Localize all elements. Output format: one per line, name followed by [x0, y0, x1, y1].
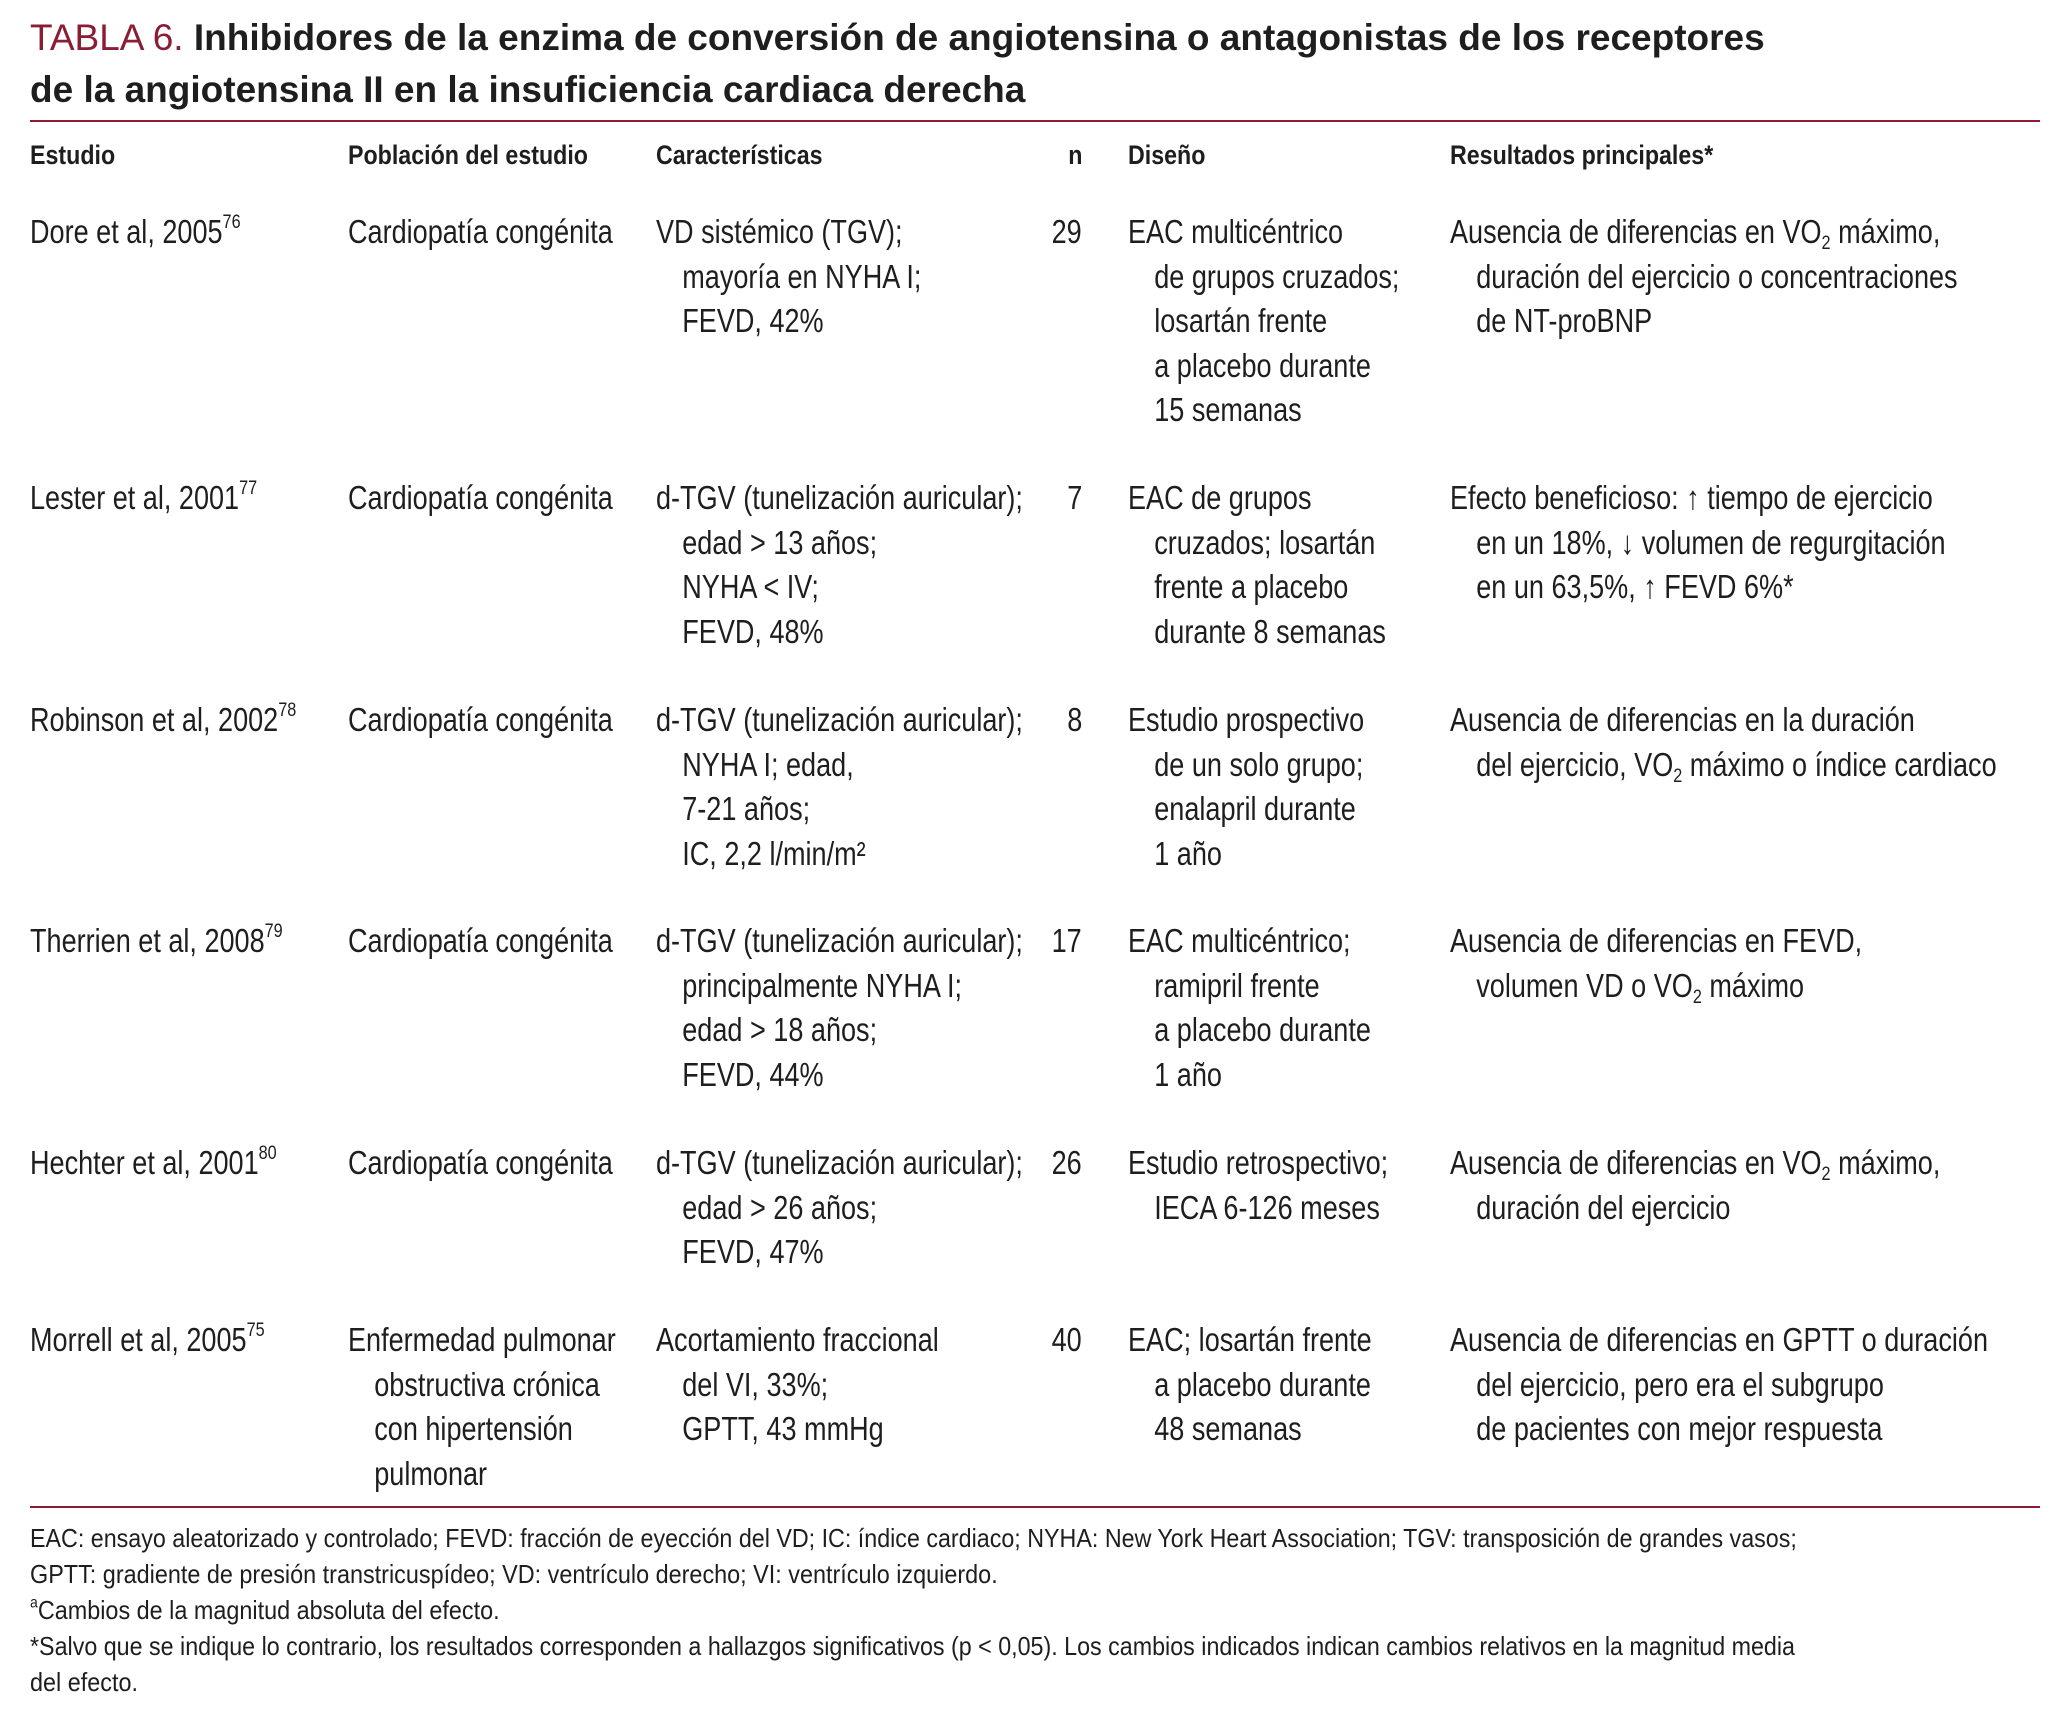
results-text: máximo	[1701, 966, 1805, 1004]
design-line: a placebo durante	[1154, 1365, 1371, 1403]
table-title	[30, 12, 2030, 116]
characteristics-line: d-TGV (tunelización auricular);	[656, 922, 1023, 959]
characteristics-line: principalmente NYHA I;	[682, 966, 962, 1004]
n-cell: 29	[1051, 213, 1082, 250]
study-name: Dore et al, 2005	[30, 213, 223, 250]
study-cell	[30, 210, 241, 255]
subscript: 2	[1821, 1162, 1831, 1185]
design-line: enalapril durante	[1154, 790, 1356, 827]
footnote-a-text: Cambios de la magnitud absoluta del efecto.	[37, 1595, 500, 1625]
characteristics-line: 7-21 años;	[682, 790, 811, 827]
results-text: máximo,	[1830, 1144, 1941, 1181]
population-line: Cardiopatía congénita	[348, 701, 613, 738]
results-line	[1450, 1407, 1988, 1452]
design-line: losartán frente	[1154, 302, 1328, 339]
study-reference: 75	[246, 1319, 265, 1342]
study-name: Robinson et al, 2002	[30, 701, 279, 738]
characteristics-cell	[656, 698, 1023, 876]
design-line: EAC multicéntrico	[1128, 213, 1344, 250]
results-cell	[1450, 1318, 1988, 1452]
results-text: Ausencia de diferencias en GPTT o duración	[1450, 1321, 1989, 1358]
results-text: duración del ejercicio	[1476, 1188, 1731, 1226]
footnote-a	[30, 1592, 1839, 1628]
characteristics-line: FEVD, 42%	[682, 302, 824, 339]
n-cell: 17	[1051, 922, 1082, 959]
results-text: Efecto beneficioso: ↑ tiempo de ejercicio	[1450, 479, 1933, 516]
population-line: Enfermedad pulmonar	[348, 1321, 616, 1358]
results-text: máximo,	[1830, 213, 1941, 250]
results-line	[1450, 255, 1958, 300]
results-line	[1450, 964, 1862, 1009]
footnote-star-1: *Salvo que se indique lo contrario, los resultados corresponden a hallazgos significativos (p < 0,05). Los cambios indicados indican cambios relativos en la magnitud media	[30, 1631, 1795, 1661]
characteristics-line: d-TGV (tunelización auricular);	[656, 701, 1023, 738]
results-line	[1450, 1141, 1940, 1186]
characteristics-line: Acortamiento fraccional	[656, 1321, 939, 1358]
header-design: Diseño	[1128, 140, 1206, 170]
design-line: 15 semanas	[1154, 391, 1302, 428]
results-text: de pacientes con mejor respuesta	[1476, 1410, 1883, 1447]
subscript: 2	[1673, 764, 1683, 787]
population-line: obstructiva crónica	[374, 1365, 600, 1403]
results-line	[1450, 743, 1997, 788]
characteristics-line: del VI, 33%;	[682, 1365, 829, 1403]
results-line	[1450, 299, 1958, 344]
characteristics-cell	[656, 919, 1023, 1097]
header-characteristics: Características	[656, 140, 823, 170]
n-cell: 26	[1051, 1144, 1082, 1181]
table-title-line1: Inhibidores de la enzima de conversión de angiotensina o antagonistas de los receptores	[193, 17, 1765, 58]
study-reference: 77	[239, 477, 258, 500]
study-cell	[30, 919, 283, 964]
characteristics-line: d-TGV (tunelización auricular);	[656, 1144, 1023, 1181]
results-line	[1450, 521, 1946, 566]
characteristics-cell	[656, 1141, 1023, 1275]
n-cell: 7	[1066, 479, 1082, 516]
design-cell	[1128, 1141, 1388, 1230]
n-cell: 40	[1051, 1321, 1082, 1358]
results-text: del ejercicio, pero era el subgrupo	[1476, 1365, 1884, 1403]
results-text: duración del ejercicio o concentraciones	[1476, 257, 1958, 295]
population-cell	[348, 1318, 616, 1496]
design-line: frente a placebo	[1154, 568, 1349, 605]
characteristics-line: FEVD, 47%	[682, 1233, 824, 1270]
results-text: Ausencia de diferencias en VO	[1450, 213, 1822, 250]
results-cell	[1450, 476, 1946, 610]
population-line: Cardiopatía congénita	[348, 1144, 613, 1181]
population-cell	[348, 698, 613, 743]
design-line: EAC de grupos	[1128, 479, 1312, 516]
results-text: en un 18%, ↓ volumen de regurgitación	[1476, 523, 1946, 561]
characteristics-line: IC, 2,2 l/min/m²	[682, 834, 866, 872]
design-line: Estudio retrospectivo;	[1128, 1144, 1389, 1181]
study-cell	[30, 1141, 277, 1186]
results-line	[1450, 565, 1946, 610]
design-cell	[1128, 698, 1364, 876]
design-cell	[1128, 1318, 1372, 1452]
population-cell	[348, 476, 613, 521]
characteristics-line: FEVD, 44%	[682, 1055, 824, 1093]
table-label: TABLA 6.	[30, 17, 184, 58]
results-line	[1450, 1363, 1988, 1408]
design-line: a placebo durante	[1154, 346, 1371, 384]
design-line: EAC multicéntrico;	[1128, 922, 1351, 959]
characteristics-line: FEVD, 48%	[682, 612, 824, 650]
results-cell	[1450, 919, 1862, 1008]
study-cell	[30, 1318, 265, 1363]
footnotes	[30, 1520, 2040, 1700]
study-cell	[30, 698, 296, 743]
results-text: del ejercicio, VO	[1476, 745, 1674, 783]
table-title-line2: de la angiotensina II en la insuficiencia cardiaca derecha	[30, 69, 1026, 110]
design-line: 1 año	[1154, 834, 1222, 872]
footnote-a-mark: a	[30, 1594, 38, 1612]
subscript: 2	[1692, 985, 1702, 1008]
characteristics-line: GPTT, 43 mmHg	[682, 1410, 884, 1447]
population-line: con hipertensión	[374, 1410, 573, 1447]
results-cell	[1450, 698, 1997, 787]
design-line: de un solo grupo;	[1154, 745, 1364, 783]
study-name: Morrell et al, 2005	[30, 1321, 247, 1358]
population-line: pulmonar	[374, 1454, 488, 1492]
study-name: Therrien et al, 2008	[30, 922, 265, 959]
results-line	[1450, 1318, 1988, 1363]
design-line: 1 año	[1154, 1055, 1222, 1093]
characteristics-line: VD sistémico (TGV);	[656, 213, 903, 250]
design-line: IECA 6-126 meses	[1154, 1188, 1380, 1226]
results-line	[1450, 919, 1862, 964]
design-line: ramipril frente	[1154, 966, 1320, 1004]
header-study: Estudio	[30, 140, 116, 170]
characteristics-line: edad > 18 años;	[682, 1011, 878, 1048]
population-cell	[348, 210, 613, 255]
study-reference: 80	[258, 1142, 277, 1165]
study-reference: 78	[278, 699, 297, 722]
results-line	[1450, 1186, 1940, 1231]
results-line	[1450, 476, 1946, 521]
characteristics-line: d-TGV (tunelización auricular);	[656, 479, 1023, 516]
design-cell	[1128, 476, 1386, 654]
design-line: Estudio prospectivo	[1128, 701, 1365, 738]
design-line: cruzados; losartán	[1154, 523, 1376, 561]
design-line: durante 8 semanas	[1154, 612, 1386, 650]
header-population: Población del estudio	[348, 140, 588, 170]
characteristics-line: mayoría en NYHA I;	[682, 257, 922, 295]
population-line: Cardiopatía congénita	[348, 922, 613, 959]
design-line: a placebo durante	[1154, 1011, 1371, 1048]
design-cell	[1128, 919, 1371, 1097]
results-cell	[1450, 210, 1958, 344]
results-text: Ausencia de diferencias en la duración	[1450, 701, 1915, 738]
design-cell	[1128, 210, 1399, 433]
characteristics-line: edad > 26 años;	[682, 1188, 878, 1226]
study-reference: 76	[222, 211, 241, 234]
population-cell	[348, 919, 613, 964]
characteristics-line: NYHA I; edad,	[682, 745, 854, 783]
results-cell	[1450, 1141, 1940, 1230]
subscript: 2	[1821, 231, 1831, 254]
population-line: Cardiopatía congénita	[348, 479, 613, 516]
n-cell: 8	[1066, 701, 1082, 738]
results-line	[1450, 210, 1958, 255]
design-line: de grupos cruzados;	[1154, 257, 1400, 295]
top-rule	[30, 120, 2040, 122]
design-line: EAC; losartán frente	[1128, 1321, 1372, 1358]
bottom-rule	[30, 1506, 2040, 1508]
header-n: n	[1067, 140, 1082, 170]
results-text: Ausencia de diferencias en FEVD,	[1450, 922, 1863, 959]
study-name: Hechter et al, 2001	[30, 1144, 259, 1181]
footnote-abbreviations-2: GPTT: gradiente de presión transtricuspídeo; VD: ventrículo derecho; VI: ventrículo izquierdo.	[30, 1559, 998, 1589]
results-text: de NT-proBNP	[1476, 302, 1653, 339]
study-name: Lester et al, 2001	[30, 479, 240, 516]
population-cell	[348, 1141, 613, 1186]
characteristics-cell	[656, 1318, 939, 1452]
header-results: Resultados principales*	[1450, 140, 1714, 170]
characteristics-cell	[656, 476, 1023, 654]
study-cell	[30, 476, 257, 521]
results-text: volumen VD o VO	[1476, 966, 1693, 1004]
design-line: 48 semanas	[1154, 1410, 1302, 1447]
results-text: en un 63,5%, ↑ FEVD 6%*	[1476, 568, 1794, 605]
results-text: máximo o índice cardiaco	[1682, 745, 1997, 783]
study-reference: 79	[264, 920, 283, 943]
characteristics-line: edad > 13 años;	[682, 523, 878, 561]
results-text: Ausencia de diferencias en VO	[1450, 1144, 1822, 1181]
characteristics-cell	[656, 210, 921, 344]
footnote-abbreviations-1: EAC: ensayo aleatorizado y controlado; FEVD: fracción de eyección del VD; IC: índice cardiaco; NYHA: New York Heart Association; TGV: transposición de grandes vasos;	[30, 1523, 1797, 1553]
results-line	[1450, 698, 1997, 743]
characteristics-line: NYHA < IV;	[682, 568, 819, 605]
footnote-star-2: del efecto.	[30, 1667, 138, 1697]
population-line: Cardiopatía congénita	[348, 213, 613, 250]
